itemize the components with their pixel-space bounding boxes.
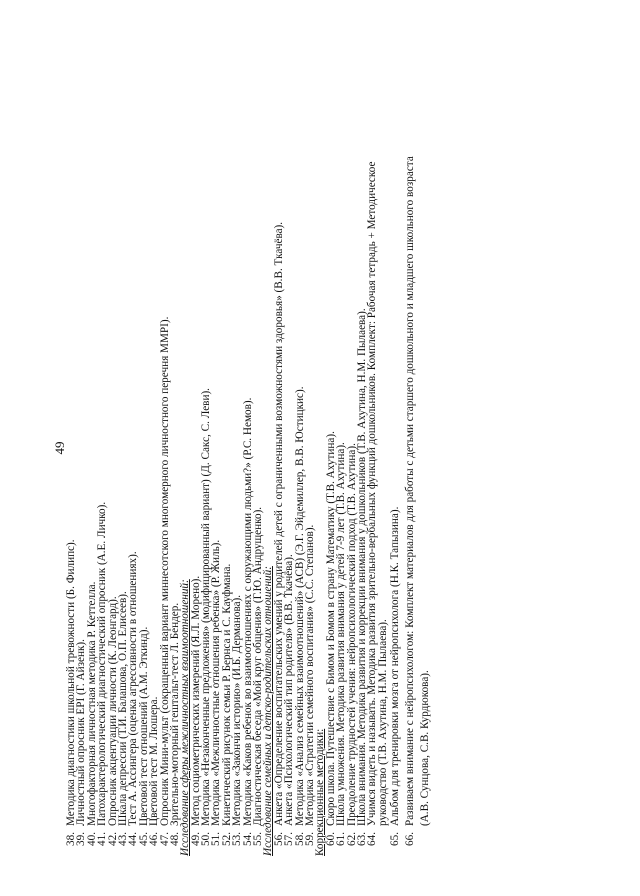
item-text: Анкета «Психологический тип родителя» (В.В. Ткачёва). [283, 554, 296, 826]
list-item-continuation [418, 26, 433, 856]
item-text: (А.В. Сунцова, С.В. Курдюкова). [418, 670, 431, 826]
item-text: Альбом для тренировки мозга от нейропсихолога (Н.К. Тапызина). [389, 506, 402, 826]
item-number: 38. [65, 832, 77, 846]
page-number: 49 [52, 441, 67, 455]
item-number: 61. [335, 832, 348, 846]
item-text: Метод социометрических измерений (Я.Л. Морено). [189, 575, 202, 826]
item-number: 39. [75, 832, 88, 846]
item-text: Коррекционные методики: [314, 728, 327, 856]
item-number: 44. [127, 832, 140, 846]
item-text: Исследование семейных и детско-родительских отношений: [262, 566, 275, 856]
item-number: 66. [404, 832, 416, 846]
item-text: Методика «Межличностные отношения ребенка» (Р. Жиль). [210, 539, 223, 826]
item-text: Развиваем внимание с нейропсихологом: Комплект материалов для работы с детьми старшего дошкольного и младшего школьного возраста [404, 156, 416, 826]
item-number: 47. [158, 832, 171, 846]
item-number: 58. [293, 832, 306, 846]
item-number: 64. [366, 832, 379, 846]
item-number: 54. [241, 832, 254, 846]
item-number: 51. [210, 832, 223, 846]
item-number: 55. [252, 832, 265, 846]
item-number: 62. [345, 832, 358, 846]
item-text: Цветовой тест отношений (А.М. Эткинд). [137, 626, 150, 826]
list-item [336, 26, 346, 856]
item-text: Скоро школа. Путешествие с Бимом и Бомом в страну Математику (Т.В. Ахутина). [324, 431, 337, 826]
item-text: Школа внимания. Методика развития и коррекции внимания у дошкольников (Т.В. Ахутина, Н.М. Пылаева). [355, 308, 368, 826]
item-number: 48. [168, 832, 181, 846]
item-number: 53. [231, 832, 244, 846]
list-item [388, 26, 403, 856]
item-number: 57. [283, 832, 296, 846]
item-text: Патохарактерологический диагностический опросник (А.Е. Личко). [96, 501, 109, 826]
item-text: Личностный опросник EPI (Г. Айзенк). [75, 639, 88, 826]
item-text: Многофакторная личностная методика Р. Кеттелла. [85, 581, 98, 826]
item-text: Методика «Стратегии семейного воспитания» (С.С. Степанов). [303, 524, 316, 826]
item-text: Диагностическая беседа «Мой круг общения» (Г.Ю. Андрущенко). [252, 506, 265, 826]
item-number: 42. [106, 832, 119, 846]
item-text: Опросник Мини-мульт (сокращенный вариант миннесотского многомерного личностного перечня MMPI). [158, 316, 171, 826]
item-text: Шкала депрессии (Т.И. Балашова, О.П. Елисеев). [116, 591, 129, 826]
item-text: Зрительно-моторный гештальт-тест Л. Бендер. [168, 602, 181, 826]
item-number: 41. [96, 832, 109, 846]
item-number: 45. [137, 832, 150, 846]
item-text: Исследование сферы межличностных взаимоотношений: [179, 579, 192, 856]
item-text: Опросник акцентуации личности (К. Леонгард). [106, 596, 119, 826]
item-number: 56. [272, 832, 285, 846]
item-text: Тест А. Ассингера (оценка агрессивности в отношениях). [127, 551, 140, 826]
item-text: Кинетический рисунок семьи Р. Бернса и С. Кауфмана. [220, 563, 233, 826]
item-number: 49. [189, 832, 202, 846]
methods-list [66, 26, 433, 856]
list-item [149, 26, 159, 856]
item-number: 59. [303, 832, 316, 846]
item-text: Методика «Каков ребенок во взаимоотношениях с окружающими людьми?» (Р.С. Немов). [241, 397, 254, 826]
item-number: 52. [220, 832, 233, 846]
item-text: Преодоление трудностей учения: нейропсихологический подход (Т.В. Ахутина). [345, 443, 358, 826]
list-item-continuation [378, 26, 388, 856]
item-number: 65. [389, 832, 402, 846]
item-text: Методика «Незаконченные предложения» (модифицированный вариант) (Д. Сакс, С. Леви). [200, 388, 213, 826]
item-text: Методика «Закончи историю» (И.Б. Дерманова). [231, 594, 244, 826]
list-item [403, 26, 418, 856]
item-text: руководство (Т.В. Ахутина, Н.М. Пылаева). [376, 619, 389, 826]
item-text: Анкета «Определение воспитательских умений у родителей детей с ограниченными возможностями здоровья» (В.В. Ткачёва). [272, 221, 285, 826]
item-number: 40. [85, 832, 98, 846]
item-number: 50. [200, 832, 213, 846]
list-item [97, 26, 107, 856]
item-number: 46. [148, 832, 161, 846]
item-number: 63. [355, 832, 368, 846]
item-text: Учимся видеть и называть. Методика развития зрительно-вербальных функций дошкольников. Комплект: Рабочая тетрадь + Методическое [366, 161, 379, 826]
item-number: 60. [324, 832, 337, 846]
item-text: Методика «Анализ семейных взаимоотношений» (АСВ) (Э.Г. Эйдемиллер, В.В. Юстицкис). [293, 386, 306, 826]
item-text: Цветовой тест М. Люшера. [148, 696, 161, 826]
item-number: 43. [116, 832, 129, 846]
item-text: Методика диагностики школьной тревожности (Б. Филипс). [65, 539, 77, 826]
item-text: Школа умножения. Методика развития внимания у детей 7-9 лет (Т.В. Ахутина). [335, 442, 348, 826]
